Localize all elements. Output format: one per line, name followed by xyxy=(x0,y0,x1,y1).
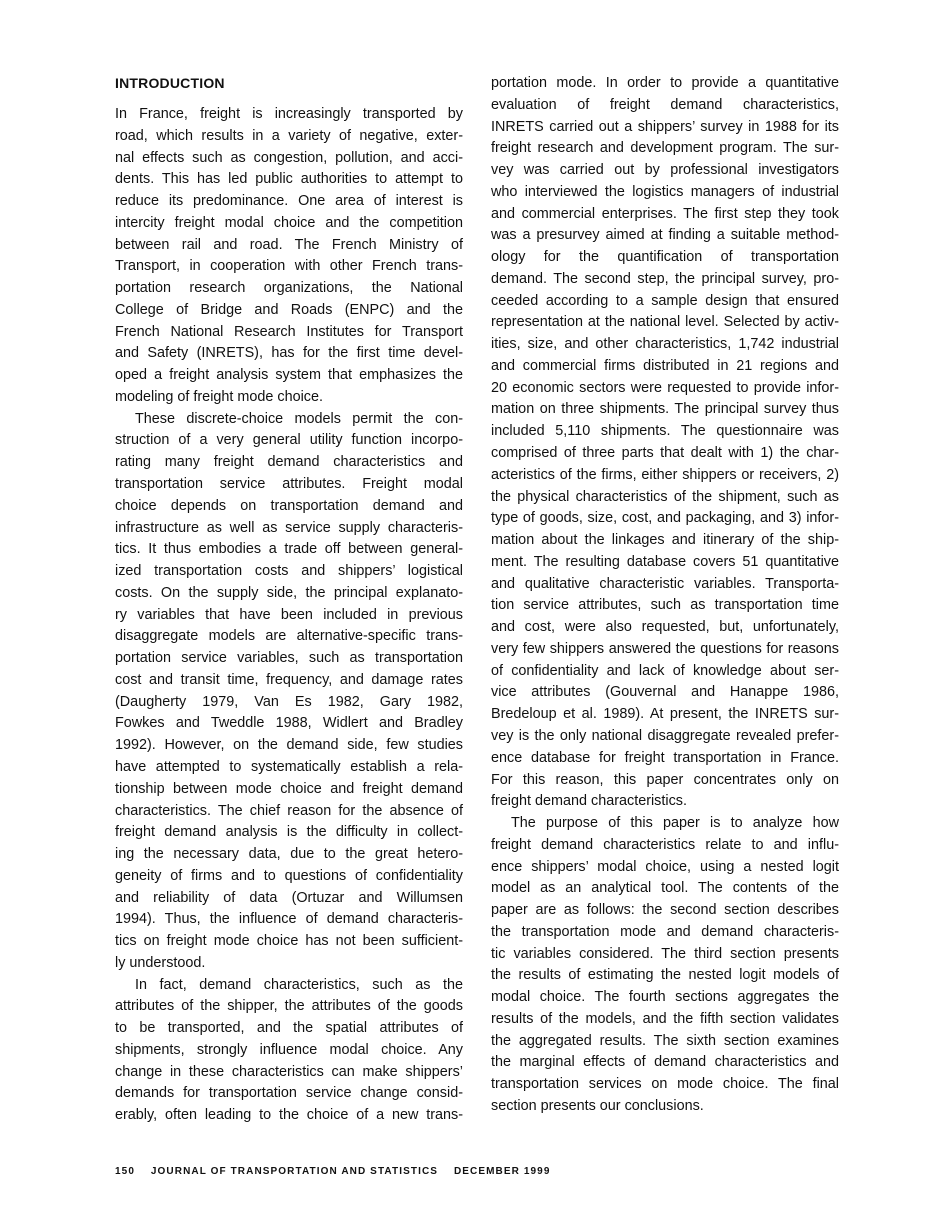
text-line: For this reason, this paper concentrates only on xyxy=(491,771,839,788)
issue-date: DECEMBER 1999 xyxy=(453,1166,551,1177)
text-line: vey is the only national disaggregate revealed prefer- xyxy=(491,727,839,744)
text-line: ry variables that have been included in previous xyxy=(115,606,463,623)
text-line: attributes of the shipper, the attributes of the goods xyxy=(115,998,463,1015)
text-line: modal choice. The fourth sections aggregates the xyxy=(491,989,839,1006)
text-line: tic variables considered. The third section presents xyxy=(491,945,839,962)
text-line: ly understood. xyxy=(115,954,206,971)
text-line: Fowkes and Tweddle 1988, Widlert and Bradley xyxy=(115,715,463,732)
text-line: 1994). Thus, the influence of demand characteris- xyxy=(115,911,463,928)
text-line: transportation service attributes. Freight modal xyxy=(115,476,463,493)
text-line: ence database for freight transportation in France. xyxy=(491,749,839,766)
text-line: shipments, strongly influence modal choice. Any xyxy=(115,1041,463,1058)
text-line: freight demand analysis is the difficulty in collect- xyxy=(115,824,463,841)
text-line: evaluation of freight demand characteristics, xyxy=(491,96,839,113)
text-line: road, which results in a variety of negative, exter- xyxy=(115,127,463,144)
paragraph xyxy=(115,104,463,409)
text-line: ology for the quantification of transportation xyxy=(491,249,839,266)
text-line: comprised of three parts that dealt with 1) the char- xyxy=(491,445,839,462)
text-line: erably, often leading to the choice of a new trans- xyxy=(115,1107,463,1124)
text-line: The purpose of this paper is to analyze how xyxy=(511,815,839,832)
text-line: These discrete-choice models permit the con- xyxy=(135,410,463,427)
text-line: Bredeloup et al. 1989). At present, the INRETS sur- xyxy=(491,706,839,723)
text-line: ment. The resulting database covers 51 quantitative xyxy=(491,553,839,570)
text-line: portation research organizations, the National xyxy=(115,280,463,297)
paragraph xyxy=(115,409,463,975)
text-line: demand. The second step, the principal survey, pro- xyxy=(491,270,839,287)
text-line: and qualitative characteristic variables. Transporta- xyxy=(491,575,839,592)
page-number: 150 xyxy=(115,1166,135,1177)
text-line: and commercial enterprises. The first step they took xyxy=(491,205,839,222)
text-line: 20 economic sectors were requested to provide infor- xyxy=(491,379,839,396)
page-footer xyxy=(115,1166,563,1177)
text-line: INRETS carried out a shippers’ survey in 1988 for its xyxy=(491,118,839,135)
text-line: paper are as follows: the second section describes xyxy=(491,902,839,919)
paragraph xyxy=(491,813,839,1118)
text-line: and Safety (INRETS), has for the first time devel- xyxy=(115,345,463,362)
right-column-body xyxy=(491,73,839,1118)
text-line: geneity of firms and to questions of confidentiality xyxy=(115,867,463,884)
text-line: tionship between mode choice and freight demand xyxy=(115,780,463,797)
journal-name: JOURNAL OF TRANSPORTATION AND STATISTICS xyxy=(150,1166,439,1177)
left-column xyxy=(115,72,463,1127)
text-line: the marginal effects of demand characteristics and xyxy=(491,1054,839,1071)
text-line: costs. On the supply side, the principal explanato- xyxy=(115,584,463,601)
text-line: who interviewed the logistics managers of industrial xyxy=(491,183,839,200)
text-line: transportation services on mode choice. The final xyxy=(491,1076,839,1093)
text-line: tics on freight mode choice has not been sufficient- xyxy=(115,933,463,950)
text-line: mation on three shipments. The principal survey thus xyxy=(491,401,839,418)
text-line: the aggregated results. The sixth section examines xyxy=(491,1032,839,1049)
text-line: ence shippers’ modal choice, using a nested logit xyxy=(491,858,839,875)
text-line: ized transportation costs and shippers’ logistical xyxy=(115,563,463,580)
text-line: (Daugherty 1979, Van Es 1982, Gary 1982, xyxy=(115,693,463,710)
text-line: freight demand characteristics. xyxy=(491,793,687,810)
text-line: French National Research Institutes for Transport xyxy=(115,323,463,340)
paragraph xyxy=(491,73,839,813)
left-column-body xyxy=(115,104,463,1127)
text-line: In France, freight is increasingly transported by xyxy=(115,106,463,122)
text-line: Transport, in cooperation with other French trans- xyxy=(115,258,463,275)
text-line: portation mode. In order to provide a quantitative xyxy=(491,75,839,91)
text-line: demands for transportation service change consid- xyxy=(115,1085,463,1102)
text-line: between rail and road. The French Ministry of xyxy=(115,236,463,253)
text-line: ceeded according to a sample design that ensured xyxy=(491,292,839,309)
text-line: In fact, demand characteristics, such as the xyxy=(135,976,463,993)
text-line: reduce its predominance. One area of interest is xyxy=(115,193,463,210)
text-line: vey was carried out by professional investigators xyxy=(491,162,839,179)
text-line: ities, size, and other characteristics, 1,742 industrial xyxy=(491,336,839,353)
text-line: the physical characteristics of the shipment, such as xyxy=(491,488,839,505)
text-line: nal effects such as congestion, pollution, and acci- xyxy=(115,149,463,166)
text-line: the transportation mode and demand characteris- xyxy=(491,923,839,940)
text-line: acteristics of the firms, either shippers or receivers, 2) xyxy=(491,466,839,483)
text-line: College of Bridge and Roads (ENPC) and the xyxy=(115,301,463,318)
text-line: change in these characteristics can make shippers’ xyxy=(115,1063,463,1080)
text-line: intercity freight modal choice and the competition xyxy=(115,214,463,231)
text-line: tics. It thus embodies a trade off between general- xyxy=(115,541,463,558)
text-line: have attempted to systematically establish a rela- xyxy=(115,758,463,775)
text-line: tion service attributes, such as transportation time xyxy=(491,597,839,614)
text-line: oped a freight analysis system that emphasizes the xyxy=(115,367,463,384)
text-line: very few shippers answered the questions for reasons xyxy=(491,640,839,657)
text-line: vice attributes (Gouvernal and Hanappe 1986, xyxy=(491,684,839,701)
text-line: and commercial firms distributed in 21 regions and xyxy=(491,357,839,374)
text-line: 1992). However, on the demand side, few studies xyxy=(115,737,463,754)
text-line: ing the necessary data, due to the great hetero- xyxy=(115,846,463,863)
text-line: portation service variables, such as transportation xyxy=(115,650,463,667)
text-line: to be transported, and the spatial attributes of xyxy=(115,1020,463,1037)
text-line: mation about the linkages and itinerary of the ship- xyxy=(491,532,839,549)
text-line: infrastructure as well as service supply characteris- xyxy=(115,519,463,536)
text-line: dents. This has led public authorities to attempt to xyxy=(115,171,463,188)
text-line: struction of a very general utility function incorpo- xyxy=(115,432,463,449)
text-line: and reliability of data (Ortuzar and Willumsen xyxy=(115,889,463,906)
text-line: cost and transit time, frequency, and damage rates xyxy=(115,671,463,688)
text-line: and cost, were also requested, but, unfortunately, xyxy=(491,619,839,636)
text-line: included 5,110 shipments. The questionnaire was xyxy=(491,423,839,440)
paragraph xyxy=(115,975,463,1127)
text-line: the results of estimating the nested logit models of xyxy=(491,967,839,984)
text-line: freight research and development program. The sur- xyxy=(491,140,839,157)
text-line: model as an analytical tool. The contents of the xyxy=(491,880,839,897)
text-line: choice depends on transportation demand and xyxy=(115,497,463,514)
text-line: rating many freight demand characteristics and xyxy=(115,454,463,471)
text-line: modeling of freight mode choice. xyxy=(115,388,323,405)
text-line: representation at the national level. Selected by activ- xyxy=(491,314,839,331)
text-line: was a presurvey aimed at finding a suitable method- xyxy=(491,227,839,244)
text-line: results of the models, and the fifth section validates xyxy=(491,1010,839,1027)
text-line: freight demand characteristics relate to and influ- xyxy=(491,836,839,853)
text-line: characteristics. The chief reason for the absence of xyxy=(115,802,463,819)
text-line: of confidentiality and lack of knowledge about ser- xyxy=(491,662,839,679)
text-line: type of goods, size, cost, and packaging, and 3) infor- xyxy=(491,510,839,527)
section-heading: INTRODUCTION xyxy=(115,75,225,91)
text-line: disaggregate models are alternative-specific trans- xyxy=(115,628,463,645)
text-line: section presents our conclusions. xyxy=(491,1097,704,1114)
right-column xyxy=(491,73,839,1118)
